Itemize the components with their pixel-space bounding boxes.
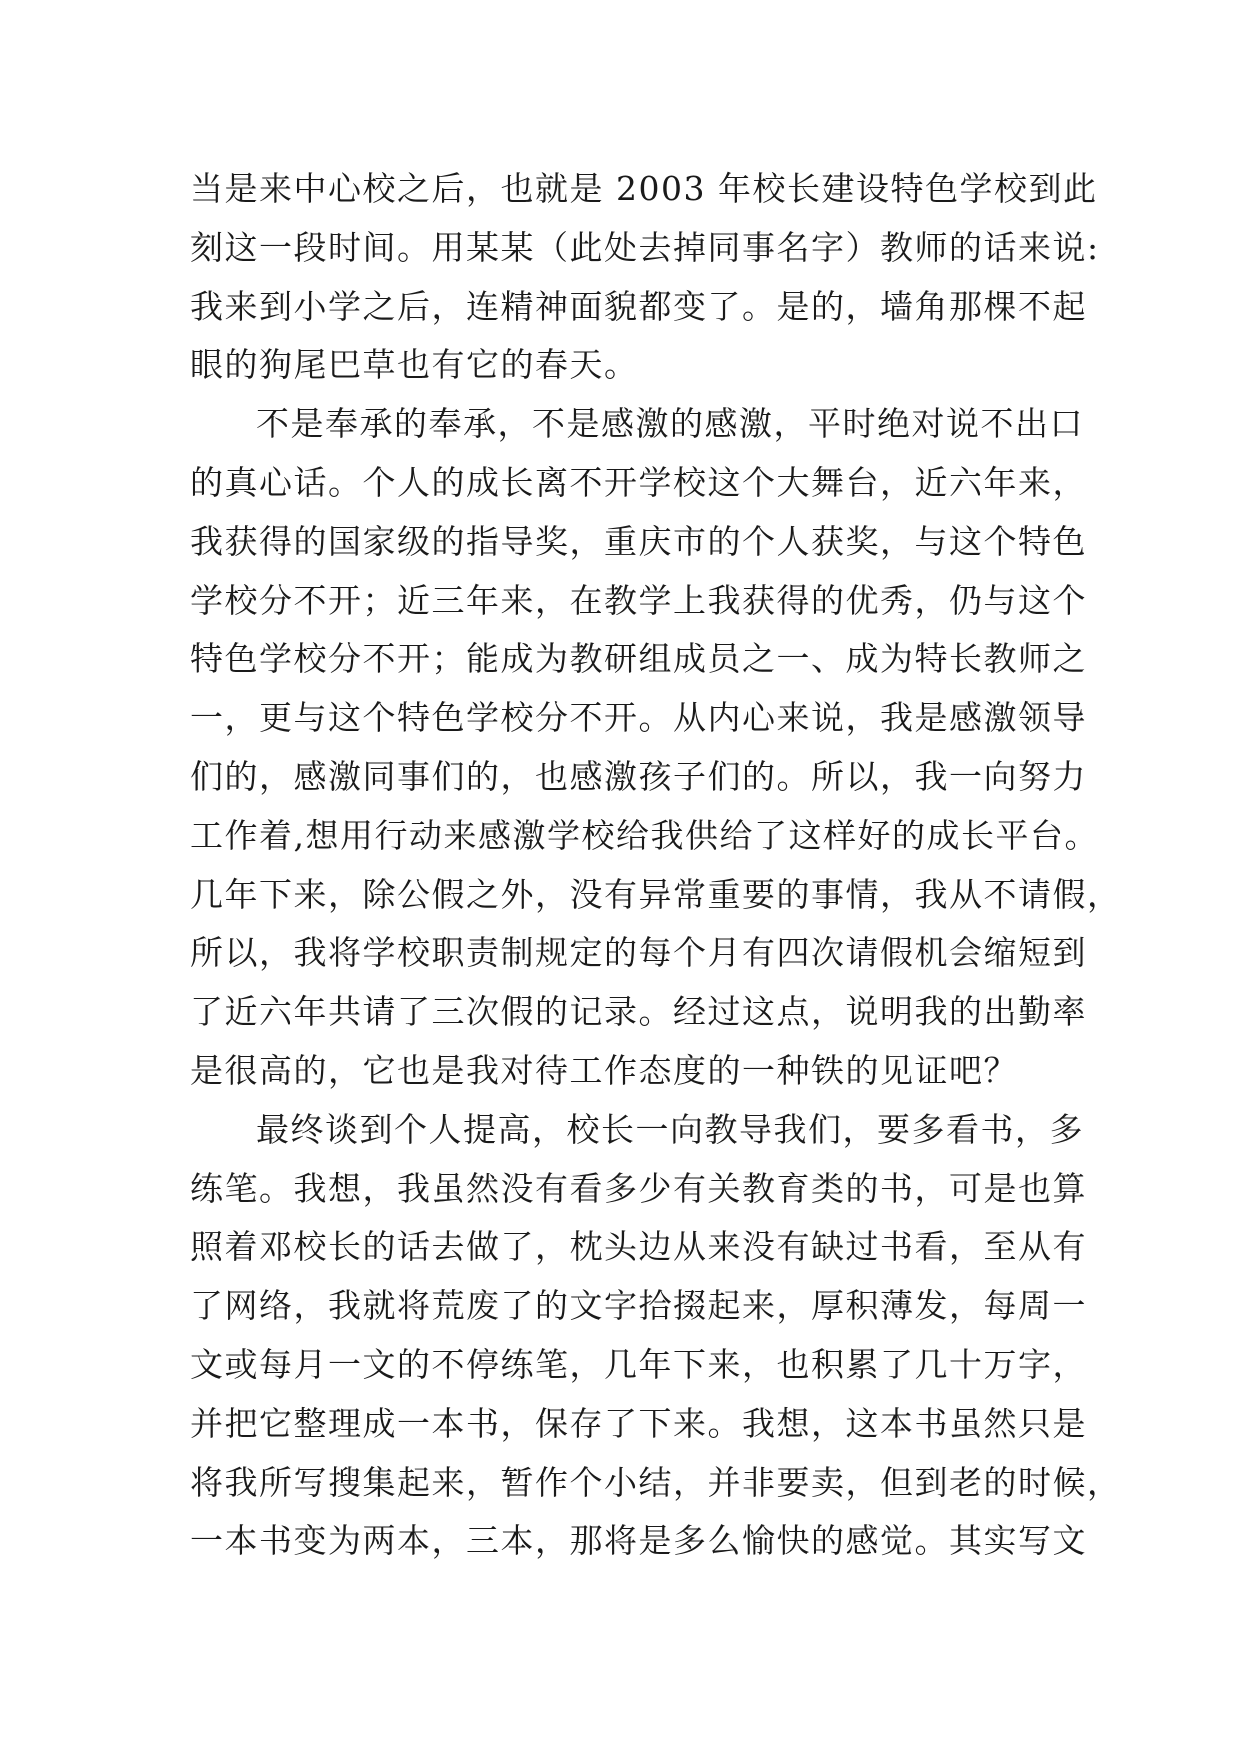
text-line: 文或每月一文的不停练笔，几年下来，也积累了几十万字，: [190, 1344, 1087, 1384]
text-line: 一本书变为两本，三本，那将是多么愉快的感觉。其实写文: [190, 1521, 1087, 1561]
text-line: 学校分不开；近三年来，在教学上我获得的优秀，仍与这个: [190, 580, 1087, 620]
text-line: 了近六年共请了三次假的记录。经过这点，说明我的出勤率: [190, 992, 1087, 1032]
paragraph-start-line: 最终谈到个人提高，校长一向教导我们，要多看书，多: [256, 1109, 1084, 1149]
text-line: 了网络，我就将荒废了的文字拾掇起来，厚积薄发，每周一: [190, 1286, 1087, 1326]
text-line: 工作着,想用行动来感激学校给我供给了这样好的成长平台。: [190, 815, 1099, 855]
text-line: 我获得的国家级的指导奖，重庆市的个人获奖，与这个特色: [190, 521, 1087, 561]
text-line: 是很高的，它也是我对待工作态度的一种铁的见证吧？: [190, 1050, 1018, 1090]
text-line: 一，更与这个特色学校分不开。从内心来说，我是感激领导: [190, 698, 1087, 738]
text-line: 练笔。我想，我虽然没有看多少有关教育类的书，可是也算: [190, 1168, 1087, 1208]
text-line: 将我所写搜集起来，暂作个小结，并非要卖，但到老的时候，: [190, 1462, 1122, 1502]
text-line: 我来到小学之后，连精神面貌都变了。是的，墙角那棵不起: [190, 286, 1087, 326]
text-line: 并把它整理成一本书，保存了下来。我想，这本书虽然只是: [190, 1403, 1087, 1443]
text-line: 刻这一段时间。用某某（此处去掉同事名字）教师的话来说:: [190, 227, 1100, 267]
text-line: 照着邓校长的话去做了，枕头边从来没有缺过书看，至从有: [190, 1227, 1087, 1267]
text-line: 眼的狗尾巴草也有它的春天。: [190, 345, 639, 385]
paragraph-start-line: 不是奉承的奉承，不是感激的感激，平时绝对说不出口: [256, 404, 1084, 444]
text-line: 特色学校分不开；能成为教研组成员之一、成为特长教师之: [190, 639, 1087, 679]
text-line: 当是来中心校之后，也就是 2003 年校长建设特色学校到此: [190, 169, 1098, 208]
text-line: 几年下来，除公假之外，没有异常重要的事情，我从不请假，: [190, 874, 1122, 914]
text-line: 们的，感激同事们的，也感激孩子们的。所以，我一向努力: [190, 756, 1087, 796]
text-line: 所以，我将学校职责制规定的每个月有四次请假机会缩短到: [190, 933, 1087, 973]
body-text: [190, 160, 1122, 1571]
text-line: 的真心话。个人的成长离不开学校这个大舞台，近六年来，: [190, 462, 1087, 502]
